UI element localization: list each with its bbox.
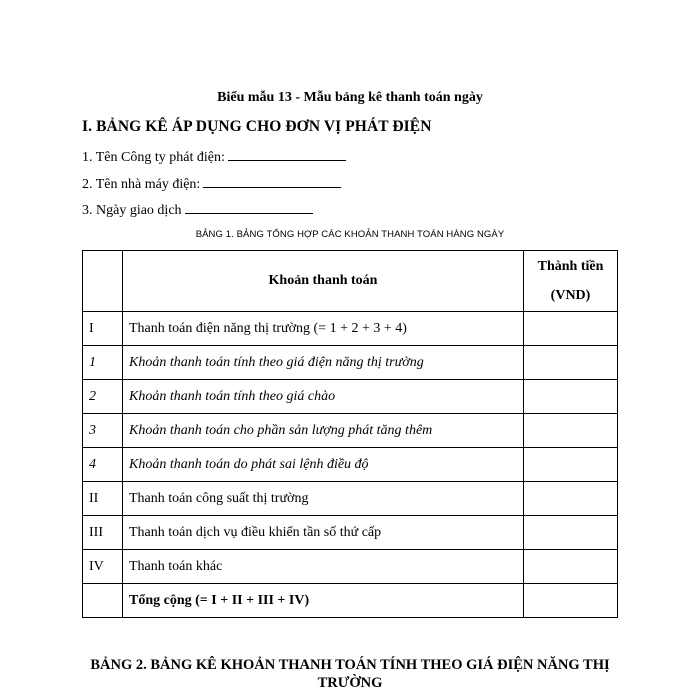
row-index: IV [83, 550, 123, 584]
table1-caption: BẢNG 1. BẢNG TỔNG HỢP CÁC KHOẢN THANH TOÁN HÀNG NGÀY [195, 229, 505, 240]
company-name-blank [228, 147, 346, 161]
trading-date-label: 3. Ngày giao dịch [82, 203, 182, 218]
header-value-line1: Thành tiền [537, 259, 604, 274]
table-row [83, 550, 618, 584]
row-name: Thanh toán khác [123, 550, 524, 584]
table-row [83, 482, 618, 516]
table2-heading: BẢNG 2. BẢNG KÊ KHOẢN THANH TOÁN TÍNH THEO GIÁ ĐIỆN NĂNG THỊ TRƯỜNG [90, 657, 610, 691]
table-header-row [83, 251, 618, 312]
trading-date-field [82, 200, 313, 219]
table-row [83, 380, 618, 414]
row-value [524, 380, 618, 414]
row-value [524, 482, 618, 516]
row-name: Khoản thanh toán do phát sai lệnh điều độ [123, 448, 524, 482]
row-value [524, 550, 618, 584]
row-name: Khoản thanh toán cho phần sản lượng phát tăng thêm [123, 414, 524, 448]
form-title: Biểu mẫu 13 - Mẫu bảng kê thanh toán ngày [217, 90, 483, 105]
row-index [83, 584, 123, 618]
plant-name-label: 2. Tên nhà máy điện: [82, 177, 201, 192]
total-row [83, 584, 618, 618]
row-name: Tổng cộng (= I + II + III + IV) [123, 584, 524, 618]
section-heading: I. BẢNG KÊ ÁP DỤNG CHO ĐƠN VỊ PHÁT ĐIỆN [82, 118, 432, 135]
header-value-line2: (VND) [550, 288, 591, 303]
row-name: Thanh toán dịch vụ điều khiển tần số thứ cấp [123, 516, 524, 550]
header-index-cell [83, 251, 123, 312]
table-row [83, 516, 618, 550]
row-index: III [83, 516, 123, 550]
table-row [83, 346, 618, 380]
row-name: Khoản thanh toán tính theo giá chào [123, 380, 524, 414]
row-index: 1 [83, 346, 123, 380]
row-index: I [83, 312, 123, 346]
trading-date-blank [185, 200, 313, 214]
row-value [524, 312, 618, 346]
row-name: Thanh toán công suất thị trường [123, 482, 524, 516]
plant-name-field [82, 174, 341, 193]
row-index: II [83, 482, 123, 516]
row-value [524, 584, 618, 618]
row-index: 2 [83, 380, 123, 414]
row-index: 3 [83, 414, 123, 448]
row-index: 4 [83, 448, 123, 482]
table-row [83, 448, 618, 482]
plant-name-blank [203, 174, 341, 188]
header-value-cell [524, 251, 618, 312]
company-name-field [82, 147, 346, 166]
row-name: Thanh toán điện năng thị trường (= 1 + 2 + 3 + 4) [123, 312, 524, 346]
table-row [83, 312, 618, 346]
row-name: Khoản thanh toán tính theo giá điện năng thị trường [123, 346, 524, 380]
row-value [524, 346, 618, 380]
company-name-label: 1. Tên Công ty phát điện: [82, 150, 225, 165]
payment-summary-table [82, 250, 618, 618]
header-name-cell: Khoản thanh toán [123, 251, 524, 312]
row-value [524, 448, 618, 482]
table-row [83, 414, 618, 448]
row-value [524, 516, 618, 550]
row-value [524, 414, 618, 448]
